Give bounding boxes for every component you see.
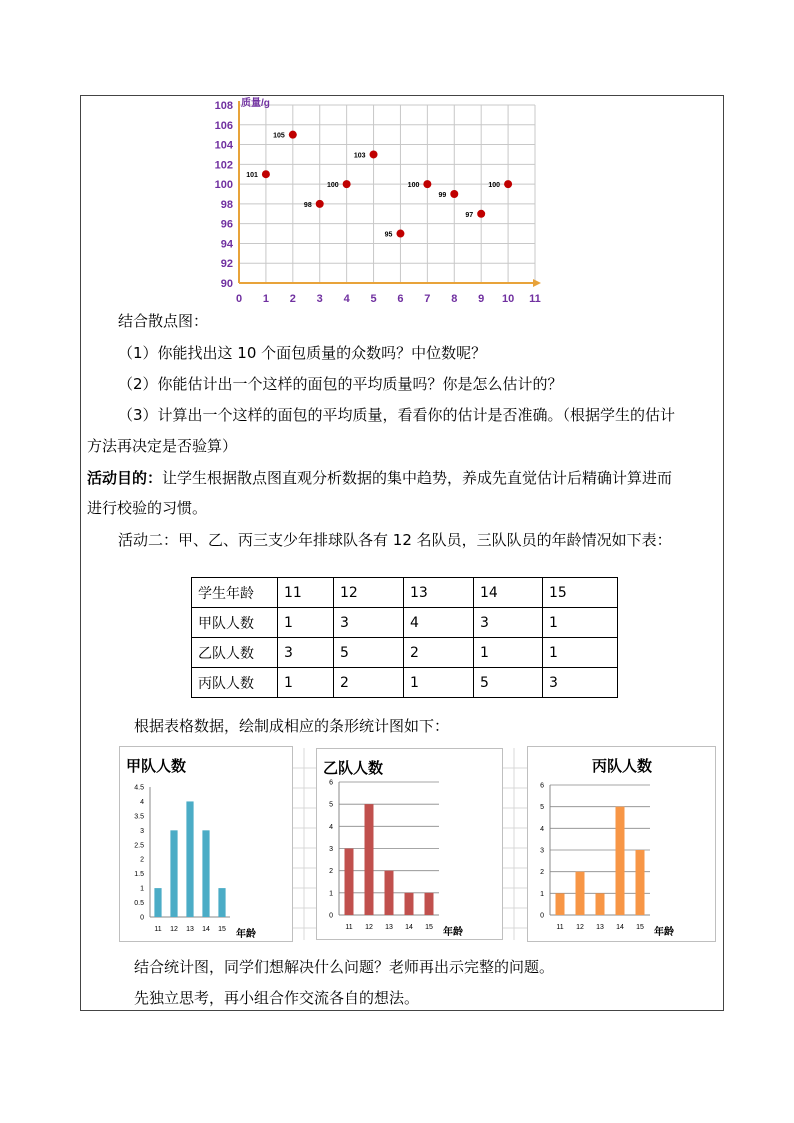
table-cell: 1 (543, 608, 618, 638)
table-cell: 14 (474, 578, 543, 608)
y-tick-label: 100 (214, 179, 233, 192)
table-cell: 1 (278, 668, 334, 698)
x-tick-label: 0 (235, 293, 243, 305)
y-tick-label: 3 (140, 827, 144, 835)
table-cell: 1 (278, 608, 334, 638)
x-tick-label: 11 (154, 926, 162, 933)
data-point (477, 210, 485, 218)
question-3-line-1: （3）计算出一个这样的面包的平均质量，看看你的估计是否准确。（根据学生的估计 (118, 406, 676, 424)
x-axis-label: 年龄 (443, 927, 463, 938)
y-tick-label: 90 (220, 278, 233, 290)
bar (154, 888, 161, 917)
bar (616, 807, 625, 915)
table-cell: 乙队人数 (192, 638, 278, 668)
x-axis-label: 年龄 (236, 929, 256, 940)
y-tick-label: 98 (220, 198, 233, 211)
table-cell: 3 (474, 608, 543, 638)
data-point (343, 180, 351, 188)
bar (202, 830, 209, 917)
y-tick-label: 4 (540, 825, 544, 833)
y-tick-label: 102 (214, 159, 233, 172)
y-tick-label: 1 (329, 890, 333, 898)
data-point (289, 131, 297, 139)
y-tick-label: 6 (329, 779, 333, 787)
scatter-chart (205, 95, 550, 307)
table-cell: 2 (334, 668, 404, 698)
table-cell: 丙队人数 (192, 668, 278, 698)
y-tick-label: 94 (220, 238, 233, 251)
table-row (192, 578, 618, 608)
table-cell: 3 (334, 608, 404, 638)
table-cell: 15 (543, 578, 618, 608)
bar (186, 801, 193, 917)
x-tick-label: 8 (451, 293, 458, 305)
y-tick-label: 3.5 (134, 813, 144, 821)
y-tick-label: 4 (329, 823, 333, 831)
x-tick-label: 6 (397, 293, 404, 305)
chart-title: 乙队人数 (323, 760, 384, 777)
x-tick-label: 11 (345, 924, 353, 931)
data-point (504, 180, 512, 188)
y-tick-label: 96 (220, 218, 233, 231)
y-tick-label: 2 (540, 869, 544, 877)
x-tick-label: 14 (202, 926, 210, 933)
x-tick-label: 11 (556, 924, 564, 931)
bar-chart-team-a (119, 746, 293, 942)
bar (385, 871, 394, 915)
data-label: 100 (407, 182, 420, 190)
data-point (316, 200, 324, 208)
data-point (396, 230, 404, 238)
y-tick-label: 4 (140, 798, 144, 806)
y-tick-label: 106 (214, 119, 233, 132)
table-cell: 4 (404, 608, 474, 638)
data-label: 103 (353, 152, 366, 160)
y-tick-label: 4.5 (134, 784, 144, 792)
table-cell: 13 (404, 578, 474, 608)
y-axis-label: 质量/g (241, 98, 270, 109)
y-tick-label: 108 (214, 100, 233, 112)
table-cell: 1 (543, 638, 618, 668)
bar (556, 893, 565, 915)
bar (170, 830, 177, 917)
spreadsheet-grid-fragment (502, 748, 528, 940)
question-3-line-2: 方法再决定是否验算） (87, 437, 238, 455)
x-tick-label: 10 (501, 293, 515, 305)
intro-text: 结合散点图： (118, 312, 209, 330)
y-tick-label: 6 (540, 782, 544, 790)
y-tick-label: 5 (540, 804, 544, 812)
table-cell: 3 (278, 638, 334, 668)
question-2: （2）你能估计出一个这样的面包的平均质量吗？你是怎么估计的？ (118, 375, 563, 393)
table-cell: 11 (278, 578, 334, 608)
activity-2-text: 活动二：甲、乙、丙三支少年排球队各有 12 名队员，三队队员的年龄情况如下表： (118, 531, 672, 549)
x-tick-label: 14 (405, 924, 413, 931)
bar (365, 804, 374, 915)
x-tick-label: 15 (425, 924, 433, 931)
table-cell: 2 (404, 638, 474, 668)
bar (345, 849, 354, 916)
y-tick-label: 92 (220, 258, 233, 271)
activity-goal-label: 活动目的： (87, 469, 163, 487)
y-tick-label: 2.5 (134, 842, 144, 850)
y-tick-label: 0.5 (134, 900, 144, 908)
table-cell: 学生年龄 (192, 578, 278, 608)
table-row (192, 638, 618, 668)
bar-chart-team-c (527, 746, 716, 942)
data-point (450, 190, 458, 198)
table-cell: 甲队人数 (192, 608, 278, 638)
y-tick-label: 2 (329, 868, 333, 876)
age-table (191, 577, 618, 698)
question-1: （1）你能找出这 10 个面包质量的众数吗？中位数呢？ (118, 344, 487, 362)
data-label: 99 (438, 192, 447, 199)
bar (218, 888, 225, 917)
bar (576, 872, 585, 915)
bar-chart-team-b (316, 748, 503, 940)
table-cell: 5 (474, 668, 543, 698)
table-cell: 3 (543, 668, 618, 698)
x-tick-label: 13 (186, 926, 194, 933)
y-tick-label: 1 (540, 890, 544, 898)
y-tick-label: 0 (540, 912, 544, 920)
x-tick-label: 12 (365, 924, 373, 931)
bar (425, 893, 434, 915)
y-tick-label: 104 (214, 139, 233, 152)
table-cell: 1 (474, 638, 543, 668)
chart-title: 丙队人数 (591, 758, 653, 775)
x-tick-label: 1 (262, 293, 269, 305)
data-label: 100 (488, 182, 501, 190)
table-cell: 5 (334, 638, 404, 668)
y-tick-label: 3 (540, 847, 544, 855)
x-tick-label: 13 (385, 924, 393, 931)
bar (596, 893, 605, 915)
table-row (192, 668, 618, 698)
x-axis-arrow (533, 279, 541, 287)
activity-goal-line-2: 进行校验的习惯。 (87, 499, 208, 517)
x-tick-label: 2 (289, 293, 296, 305)
data-label: 97 (465, 211, 474, 219)
y-tick-label: 1.5 (134, 871, 144, 879)
data-label: 101 (246, 172, 258, 180)
data-label: 100 (326, 182, 339, 190)
chart-title: 甲队人数 (126, 758, 187, 775)
bar (636, 850, 645, 915)
data-label: 98 (303, 201, 312, 209)
x-tick-label: 15 (218, 926, 226, 933)
data-point (262, 170, 270, 178)
activity-goal-text: 让学生根据散点图直观分析数据的集中趋势，养成先直觉估计后精确计算进而 (162, 469, 673, 487)
x-tick-label: 4 (343, 293, 350, 305)
activity-goal (87, 468, 672, 488)
bar-chart-intro: 根据表格数据，绘制成相应的条形统计图如下： (134, 717, 450, 735)
x-tick-label: 15 (636, 924, 644, 931)
spreadsheet-grid-fragment (292, 748, 318, 940)
closing-text-2: 先独立思考，再小组合作交流各自的想法。 (134, 989, 420, 1007)
x-tick-label: 12 (576, 924, 584, 931)
x-tick-label: 12 (170, 926, 178, 933)
y-tick-label: 5 (329, 801, 333, 809)
table-cell: 12 (334, 578, 404, 608)
data-label: 95 (384, 231, 393, 239)
y-tick-label: 1 (140, 885, 144, 893)
y-tick-label: 2 (140, 856, 144, 864)
x-tick-label: 14 (616, 924, 624, 931)
closing-text-1: 结合统计图，同学们想解决什么问题？老师再出示完整的问题。 (134, 958, 555, 976)
table-cell: 1 (404, 668, 474, 698)
x-tick-label: 7 (424, 293, 431, 305)
x-tick-label: 11 (529, 293, 541, 305)
data-label: 105 (273, 132, 285, 140)
x-tick-label: 5 (370, 293, 377, 305)
x-tick-label: 13 (596, 924, 604, 931)
bar (405, 893, 414, 915)
table-row (192, 608, 618, 638)
y-tick-label: 0 (140, 914, 144, 922)
x-tick-label: 3 (316, 293, 323, 305)
x-axis-label: 年龄 (654, 927, 674, 938)
data-point (423, 180, 431, 188)
y-tick-label: 3 (329, 846, 333, 853)
data-point (370, 150, 378, 158)
y-tick-label: 0 (329, 912, 333, 920)
x-tick-label: 9 (478, 293, 485, 305)
